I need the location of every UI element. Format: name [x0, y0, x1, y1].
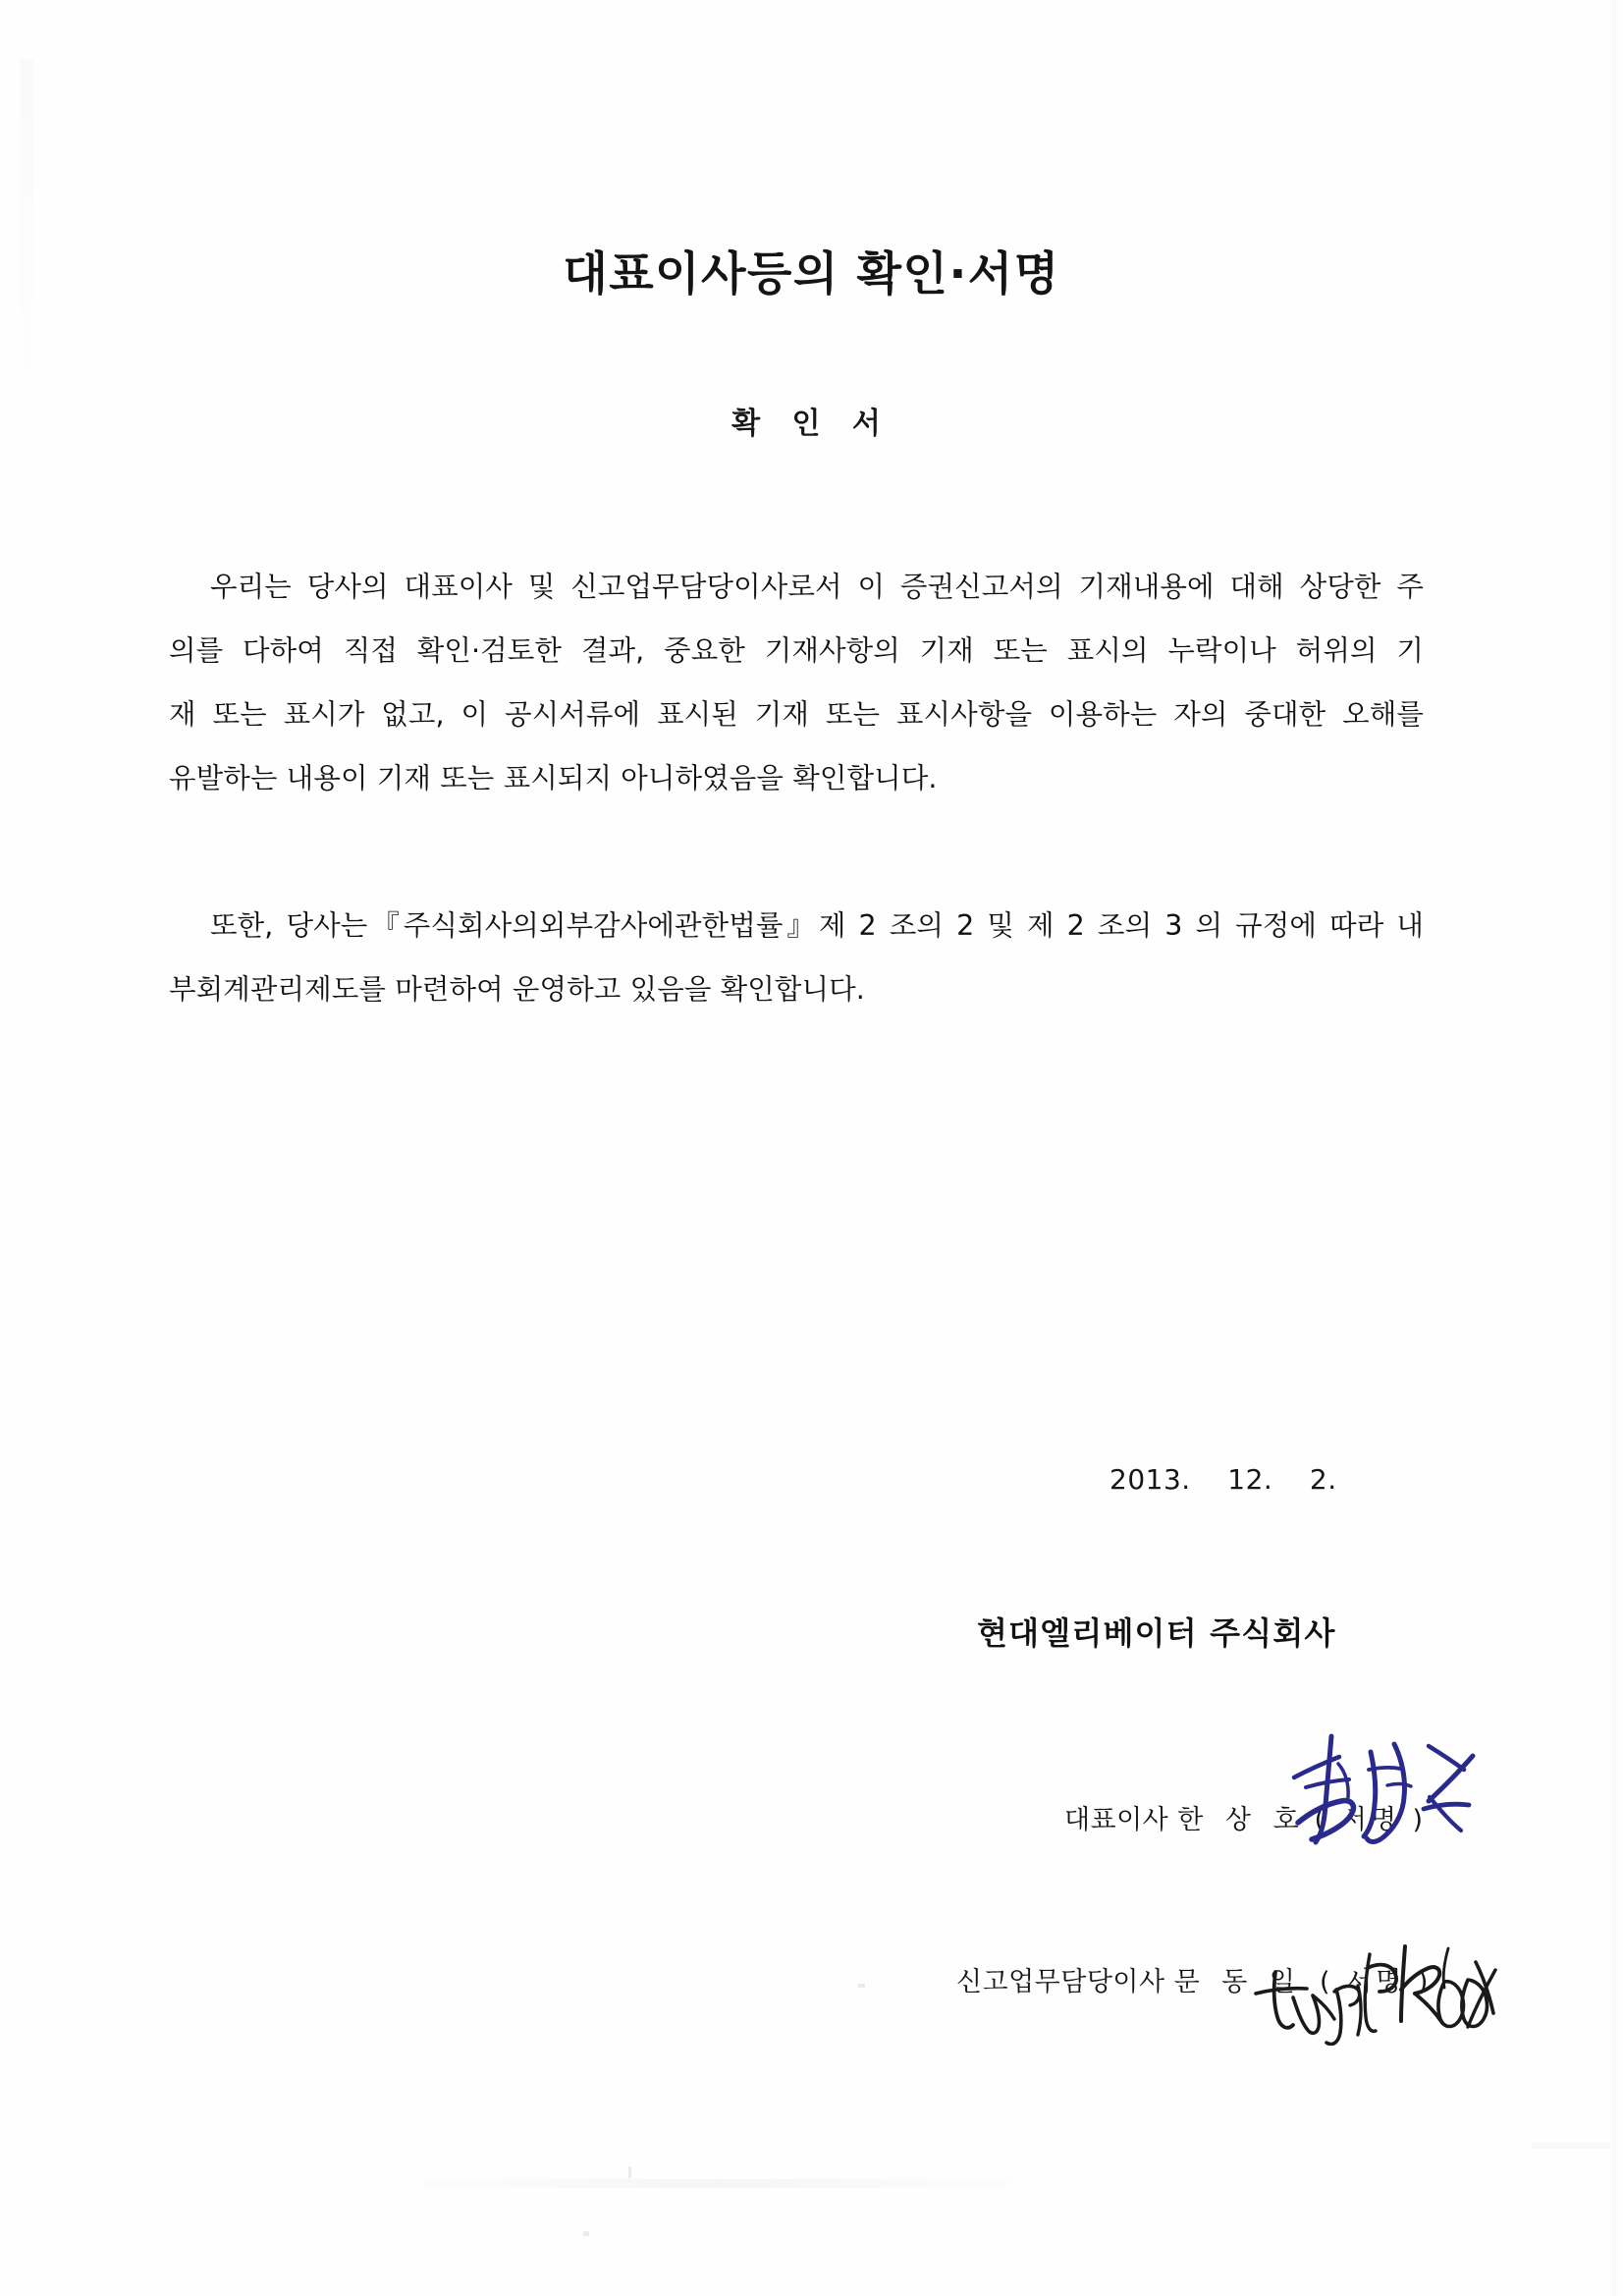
signer-row-ceo	[1029, 1768, 1427, 1867]
signer-role: 대표이사	[1063, 1805, 1169, 1835]
document-body	[169, 555, 1424, 1021]
paragraph-line: 재 또는 표시가 없고, 이 공시서류에 표시된 기재 또는 표시사항을 이용하는 자의 중대한 오해를	[169, 698, 1424, 731]
signer-role: 신고업무담당이사	[955, 1967, 1165, 1997]
paragraph-line: 우리는 당사의 대표이사 및 신고업무담당이사로서 이 증권신고서의 기재내용에 대해 상당한 주	[210, 571, 1424, 603]
scan-artifact-right-edge	[1607, 0, 1617, 2296]
scan-speck	[858, 1984, 865, 1988]
page-title: 대표이사등의 확인·서명	[563, 247, 1060, 301]
paragraph-internal-accounting	[169, 894, 1424, 1021]
signer-name: 한 상 호	[1177, 1805, 1306, 1835]
scan-speck	[583, 2231, 589, 2236]
signature-date: 2013. 12. 2.	[1109, 1463, 1337, 1496]
scan-artifact-bottom-right	[1532, 2143, 1610, 2149]
company-name: 현대엘리베이터 주식회사	[977, 1614, 1336, 1652]
signature-placeholder-label: ( 서명 )	[1319, 1967, 1433, 1997]
scan-speck	[628, 2166, 631, 2178]
paragraph-line: 또한, 당사는『주식회사의외부감사에관한법률』제 2 조의 2 및 제 2 조의 3 의 규정에 따라 내	[210, 909, 1424, 942]
signature-placeholder-label: ( 서명 )	[1314, 1805, 1428, 1835]
signer-name: 문 동 일	[1173, 1967, 1302, 1997]
document-subtitle: 확 인 서	[731, 407, 892, 441]
paragraph-line: 유발하는 내용이 기재 또는 표시되지 아니하였음을 확인합니다.	[169, 762, 938, 794]
signer-row-officer	[921, 1930, 1432, 2029]
paragraph-line: 의를 다하여 직접 확인·검토한 결과, 중요한 기재사항의 기재 또는 표시의 누락이나 허위의 기	[169, 634, 1424, 667]
paragraph-line: 부회계관리제도를 마련하여 운영하고 있음을 확인합니다.	[169, 973, 865, 1006]
scan-artifact-bottom	[373, 2179, 1060, 2188]
paragraph-spacer	[169, 810, 1424, 894]
paragraph-confirmation	[169, 555, 1424, 810]
